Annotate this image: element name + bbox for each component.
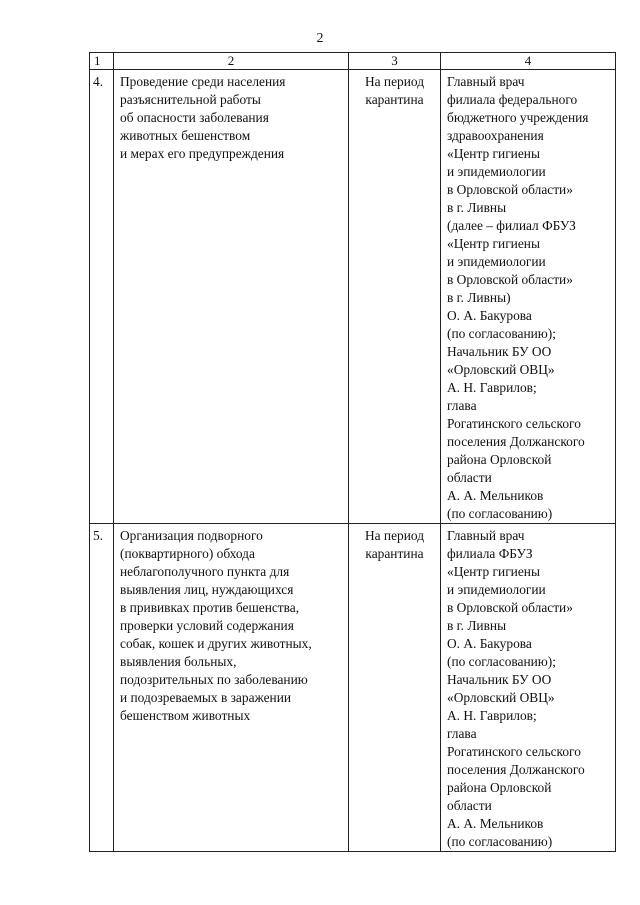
cell-text-line: области — [447, 798, 492, 813]
cell-text-line: «Орловский ОВЦ» — [447, 362, 555, 377]
cell-text-line: (по согласованию); — [447, 326, 556, 341]
cell-text-line: в прививках против бешенства, — [120, 600, 300, 615]
cell-text-line: бешенством животных — [120, 708, 251, 723]
cell-text-line: и эпидемиологии — [447, 254, 546, 269]
cell-text-line: в г. Ливны) — [447, 290, 511, 305]
cell-text-line: Рогатинского сельского — [447, 744, 581, 759]
cell-text-line: глава — [447, 398, 477, 413]
cell-text-line: На период — [364, 528, 425, 543]
cell-text-line: проверки условий содержания — [120, 618, 294, 633]
cell-text-line: «Орловский ОВЦ» — [447, 690, 555, 705]
cell-text-line: «Центр гигиены — [447, 564, 540, 579]
table-row — [90, 524, 616, 852]
cell-text-line: и эпидемиологии — [447, 582, 546, 597]
cell-text-line: и подозреваемых в заражении — [120, 690, 292, 705]
header-col-2: 2 — [114, 53, 349, 70]
cell-text-line: Главный врач — [447, 74, 525, 89]
cell-text-line: в Орловской области» — [447, 600, 573, 615]
cell-text-line: А. Н. Гаврилов; — [447, 380, 537, 395]
measure-period — [349, 70, 441, 524]
table-row — [90, 70, 616, 524]
cell-text-line: (далее – филиал ФБУЗ — [447, 218, 576, 233]
cell-text-line: карантина — [365, 546, 424, 561]
cell-text-line: района Орловской — [447, 452, 552, 467]
cell-text-line: подозрительных по заболеванию — [120, 672, 308, 687]
cell-text-line: выявления больных, — [120, 654, 237, 669]
page-number: 2 — [316, 31, 324, 46]
measure-description — [114, 70, 349, 524]
cell-text-line: филиала ФБУЗ — [447, 546, 533, 561]
cell-text-line: неблагополучного пункта для — [120, 564, 290, 579]
cell-text-line: выявления лиц, нуждающихся — [120, 582, 294, 597]
cell-text-line: А. А. Мельников — [447, 488, 544, 503]
measure-description — [114, 524, 349, 852]
cell-text-line: А. А. Мельников — [447, 816, 544, 831]
cell-text-line: О. А. Бакурова — [447, 308, 532, 323]
cell-text-line: собак, кошек и других животных, — [120, 636, 312, 651]
row-number: 5. — [90, 524, 114, 852]
cell-text-line: «Центр гигиены — [447, 146, 540, 161]
header-col-3: 3 — [349, 53, 441, 70]
cell-text-line: О. А. Бакурова — [447, 636, 532, 651]
cell-text-line: бюджетного учреждения — [447, 110, 589, 125]
cell-text-line: разъяснительной работы — [120, 92, 261, 107]
cell-text-line: «Центр гигиены — [447, 236, 540, 251]
cell-text-line: глава — [447, 726, 477, 741]
cell-text-line: района Орловской — [447, 780, 552, 795]
measure-period — [349, 524, 441, 852]
cell-text-line: в Орловской области» — [447, 272, 573, 287]
cell-text-line: (по согласованию) — [447, 834, 553, 849]
cell-text-line: Главный врач — [447, 528, 525, 543]
responsible-persons — [441, 70, 616, 524]
table-header-row — [90, 53, 616, 70]
cell-text-line: А. Н. Гаврилов; — [447, 708, 537, 723]
cell-text-line: Организация подворного — [120, 528, 263, 543]
measures-table — [89, 52, 616, 852]
cell-text-line: карантина — [365, 92, 424, 107]
cell-text-line: (по согласованию); — [447, 654, 556, 669]
cell-text-line: Начальник БУ ОО — [447, 672, 552, 687]
header-col-1: 1 — [90, 53, 114, 70]
cell-text-line: Начальник БУ ОО — [447, 344, 552, 359]
cell-text-line: животных бешенством — [120, 128, 251, 143]
cell-text-line: в Орловской области» — [447, 182, 573, 197]
cell-text-line: и эпидемиологии — [447, 164, 546, 179]
cell-text-line: Рогатинского сельского — [447, 416, 581, 431]
cell-text-line: об опасности заболевания — [120, 110, 269, 125]
row-number: 4. — [90, 70, 114, 524]
cell-text-line: области — [447, 470, 492, 485]
cell-text-line: Проведение среди населения — [120, 74, 286, 89]
cell-text-line: филиала федерального — [447, 92, 578, 107]
cell-text-line: здравоохранения — [447, 128, 544, 143]
cell-text-line: поселения Должанского — [447, 762, 585, 777]
cell-text-line: (по согласованию) — [447, 506, 553, 521]
header-col-4: 4 — [441, 53, 616, 70]
cell-text-line: (поквартирного) обхода — [120, 546, 255, 561]
cell-text-line: в г. Ливны — [447, 618, 507, 633]
cell-text-line: и мерах его предупреждения — [120, 146, 285, 161]
cell-text-line: в г. Ливны — [447, 200, 507, 215]
cell-text-line: На период — [364, 74, 425, 89]
cell-text-line: поселения Должанского — [447, 434, 585, 449]
responsible-persons — [441, 524, 616, 852]
